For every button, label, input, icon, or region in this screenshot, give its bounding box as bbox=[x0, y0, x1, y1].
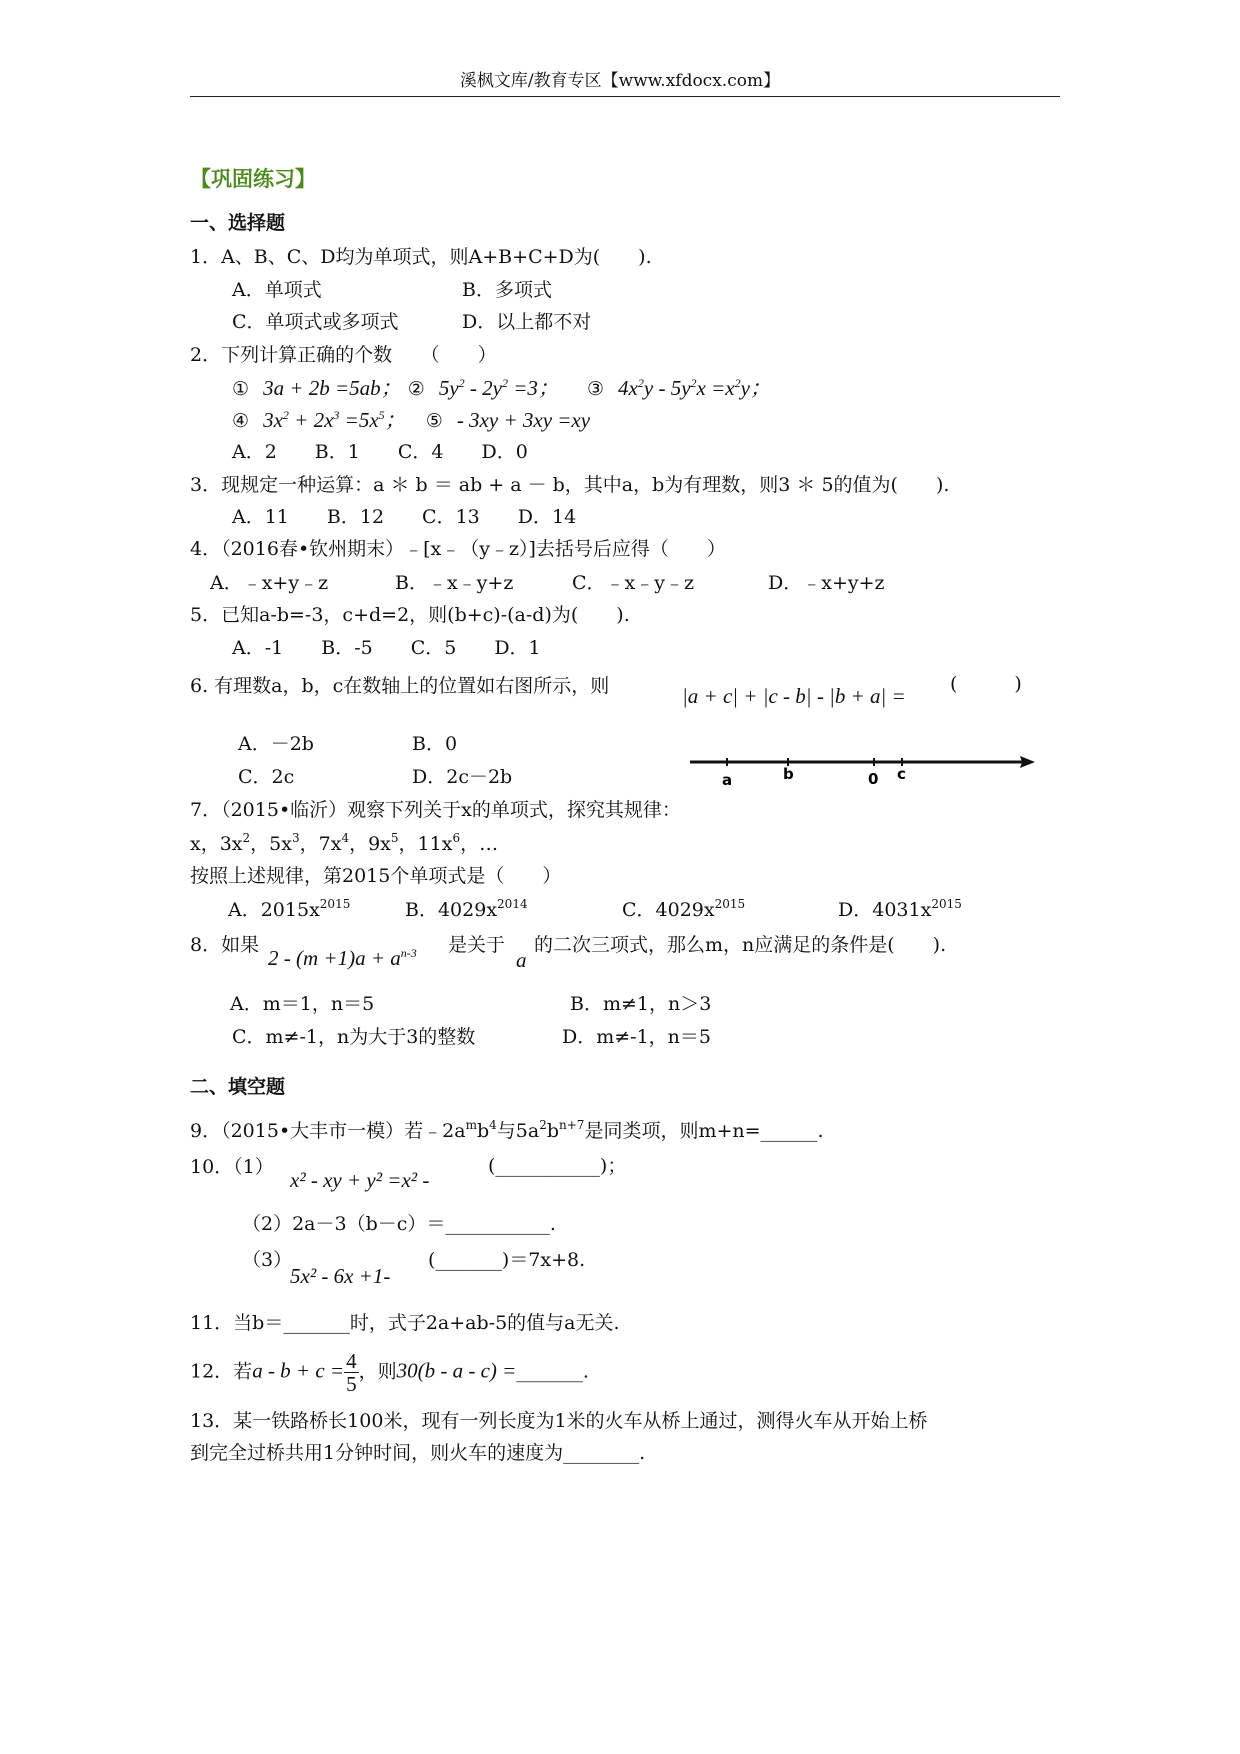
q10-blank-1: (___________)； bbox=[488, 1155, 627, 1177]
q1-option-a: A．单项式 bbox=[232, 279, 322, 301]
number-line-arrow bbox=[1020, 756, 1035, 768]
q12-lhs: a - b + c = bbox=[252, 1358, 345, 1383]
q4-option-a: A．﹣x+y﹣z bbox=[210, 572, 329, 594]
q12-fraction: $\frac{4}{5}$ bbox=[346, 1349, 357, 1397]
q6-option-b: B．0 bbox=[412, 733, 458, 755]
q6-expression: |a + c| + |c - b| - |b + a| = bbox=[682, 684, 906, 708]
q2-options: A．2 B．1 C．4 D．0 bbox=[232, 441, 528, 463]
page-header: 溪枫文库/教育专区【www.xfdocx.com】 bbox=[459, 71, 781, 91]
q8-option-b: B．m≠1，n＞3 bbox=[570, 993, 712, 1015]
q12-mid: ，则 bbox=[358, 1360, 397, 1383]
section-title: 【巩固练习】 bbox=[190, 167, 316, 191]
q12-line bbox=[190, 1350, 589, 1395]
q10-blank-3: (_______)＝7x+8. bbox=[428, 1249, 586, 1271]
q9-text: 9．（2015•大丰市一模）若$﹣2a^mb^4$与$5a^2b^{n+7}$是同类项，则m+n=______. bbox=[190, 1118, 824, 1142]
q11-text: 11．当b＝_______时，式子2a+ab-5的值与a无关. bbox=[190, 1312, 620, 1334]
q2-e1: 3a + 2b =5ab； bbox=[263, 376, 402, 400]
q12-blank: _______. bbox=[516, 1360, 589, 1383]
q2-stem: 2．下列计算正确的个数 （ ） bbox=[190, 344, 497, 366]
q2-e5: - 3xy + 3xy =xy bbox=[456, 408, 591, 432]
q7-sequence: x，$3x^2$，$5x^3$，$7x^4$，$9x^5$，$11x^6$，… bbox=[190, 831, 499, 855]
q4-option-c: C．﹣x﹣y﹣z bbox=[572, 572, 694, 594]
q2-e5-num: ⑤ bbox=[425, 410, 443, 432]
label-c: c bbox=[897, 765, 906, 783]
q10-num: 10．（1） bbox=[190, 1156, 274, 1178]
q8-stem-start: 8．如果 bbox=[190, 934, 260, 956]
q3-options: A．11 B．12 C．13 D．14 bbox=[232, 506, 577, 528]
q2-e2-num: ② bbox=[407, 378, 425, 400]
q2-e4: $3x^2 + 2x^3 =5x^5$； bbox=[263, 408, 406, 432]
label-b: b bbox=[783, 765, 794, 783]
q6-paren: ( ) bbox=[950, 673, 1022, 695]
q2-expressions-row2 bbox=[232, 408, 590, 433]
q5-stem: 5．已知a-b=-3，c+d=2，则(b+c)-(a-d)为( ). bbox=[190, 604, 630, 626]
q8-expression: $2 - (m +1)a + a^{n-3}$ bbox=[268, 946, 417, 970]
q2-e3: $4x^2y - 5y^2x =x^2y$； bbox=[618, 376, 771, 400]
q1-stem: 1．A、B、C、D均为单项式，则A+B+C+D为( ). bbox=[190, 246, 652, 268]
q8-mid: 是关于 bbox=[448, 934, 506, 956]
q2-e1-num: ① bbox=[232, 378, 250, 400]
q12-num: 12．若 bbox=[190, 1360, 253, 1383]
q7-option-a: A．$2015x^{2015}$ bbox=[228, 897, 351, 921]
q2-e2: $5y^2 - 2y^2 =3$； bbox=[438, 376, 559, 400]
q8-stem-end: 的二次三项式，那么m，n应满足的条件是( ). bbox=[534, 934, 947, 956]
q5-options: A．-1 B．-5 C．5 D．1 bbox=[232, 637, 541, 659]
header-rule bbox=[190, 96, 1060, 97]
q2-e3-num: ③ bbox=[586, 378, 604, 400]
q6-option-a: A．－2b bbox=[238, 733, 314, 755]
q6-stem: 6. 有理数a，b，c在数轴上的位置如右图所示，则 bbox=[190, 675, 610, 697]
q3-stem: 3．现规定一种运算：a ＊ b ＝ ab + a － b，其中a，b为有理数，则3 ＊ 5的值为( ). bbox=[190, 474, 950, 496]
q6-option-d: D．2c－2b bbox=[412, 766, 513, 788]
q10-part-3-num: （3） bbox=[242, 1249, 293, 1271]
q4-stem: 4．（2016春•钦州期末）﹣[x﹣（y﹣z）]去括号后应得（ ） bbox=[190, 538, 726, 560]
q7-option-c: C．$4029x^{2015}$ bbox=[622, 897, 746, 921]
q8-option-a: A．m＝1，n＝5 bbox=[230, 993, 375, 1015]
q4-option-b: B．﹣x﹣y+z bbox=[395, 572, 514, 594]
part2-title: 二、填空题 bbox=[190, 1076, 286, 1098]
q7-line3: 按照上述规律，第2015个单项式是（ ） bbox=[190, 865, 562, 887]
q1-option-b: B．多项式 bbox=[462, 279, 552, 301]
q8-option-c: C．m≠-1，n为大于3的整数 bbox=[232, 1026, 476, 1048]
q2-expressions-row1 bbox=[232, 376, 771, 401]
q6-option-c: C．2c bbox=[238, 766, 295, 788]
q7-option-b: B．$4029x^{2014}$ bbox=[405, 897, 528, 921]
q10-expression-1: x² - xy + y² =x² - bbox=[290, 1168, 430, 1192]
q8-variable: a bbox=[516, 948, 527, 972]
label-0: 0 bbox=[868, 770, 879, 788]
part1-title: 一、选择题 bbox=[190, 212, 286, 234]
q4-option-d: D．﹣x+y+z bbox=[768, 572, 885, 594]
q7-stem: 7．（2015•临沂）观察下列关于x的单项式，探究其规律： bbox=[190, 799, 681, 821]
number-line-diagram bbox=[690, 748, 1040, 798]
q10-expression-3: 5x² - 6x +1- bbox=[290, 1264, 391, 1288]
q10-part-2: （2）2a－3（b－c）＝___________. bbox=[242, 1213, 556, 1235]
q13-line-2: 到完全过桥共用1分钟时间，则火车的速度为________. bbox=[190, 1442, 646, 1464]
q1-option-d: D．以上都不对 bbox=[462, 311, 592, 333]
q2-e4-num: ④ bbox=[232, 410, 250, 432]
q1-option-c: C．单项式或多项式 bbox=[232, 311, 399, 333]
q12-rhs: 30(b - a - c) = bbox=[396, 1358, 517, 1383]
q7-option-d: D．$4031x^{2015}$ bbox=[838, 897, 962, 921]
q13-line-1: 13．某一铁路桥长100米，现有一列长度为1米的火车从桥上通过，测得火车从开始上桥 bbox=[190, 1410, 928, 1432]
label-a: a bbox=[722, 771, 733, 789]
q8-option-d: D．m≠-1，n＝5 bbox=[562, 1026, 712, 1048]
